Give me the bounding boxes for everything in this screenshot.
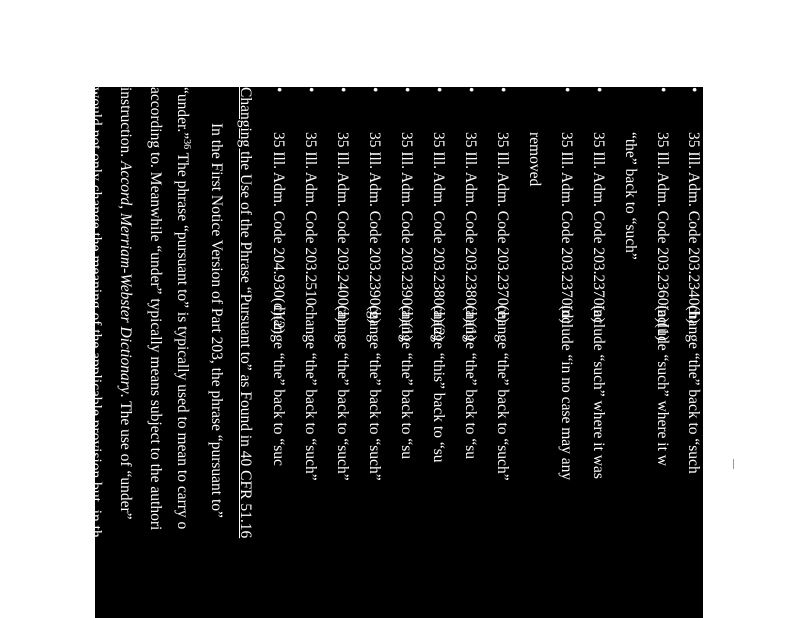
bullet-symbol: • (462, 87, 479, 93)
paragraph-text: The phrase “pursuant to” is typically used to mean to carry o (173, 149, 191, 530)
regulation-citation: 35 Ill. Adm. Code 203.2380(a)(1) (462, 132, 479, 341)
bullet-symbol: • (398, 87, 415, 93)
paragraph-text: instruction. (117, 87, 134, 162)
regulation-citation: 35 Ill. Adm. Code 203.2360(a)(1) (654, 132, 671, 341)
change-description: change “the” back to “suc (270, 305, 287, 466)
bullet-symbol: • (366, 87, 383, 93)
change-description: change “the” back to “such” (366, 305, 383, 481)
regulation-citation: 35 Ill. Adm. Code 203.2370(e) (494, 132, 511, 323)
regulation-citation: 35 Ill. Adm. Code 203.2400(a) (334, 132, 351, 323)
bullet-symbol: • (685, 87, 702, 93)
paragraph-line-5 (85, 87, 105, 538)
regulation-citation: 35 Ill. Adm. Code 204.930(d)(2) (270, 132, 287, 334)
footnote-marker: 36 (181, 139, 192, 150)
change-description: include “such” where it was (590, 305, 607, 479)
paragraph-text: would not only change the meaning of the applicable provision but, in th (87, 87, 104, 538)
bullet-symbol: • (430, 87, 447, 93)
dictionary-title: Merriam-Webster Dictionary (117, 213, 134, 394)
regulation-citation: 35 Ill. Adm. Code 203.2390(a)(1) (398, 132, 415, 341)
regulation-citation: 35 Ill. Adm. Code 203.2370(a) (590, 132, 607, 323)
paragraph-text: In the First Notice Version of Part 203, the phrase “pursuant to” (208, 123, 225, 518)
bullet-symbol: • (302, 87, 319, 93)
change-description: change “the” back to “such” (494, 305, 511, 481)
change-description: change “the” back to “su (462, 305, 479, 460)
paragraph-text: , (117, 205, 134, 213)
section-heading: Changing the Use of the Phrase “Pursuant to” as Found in 40 CFR 51.16 (237, 87, 254, 539)
continuation-text: removed (526, 132, 543, 187)
paragraph-line-4 (115, 87, 135, 520)
regulation-citation: 35 Ill. Adm. Code 203.2370(d) (558, 132, 575, 324)
regulation-citation: 35 Ill. Adm. Code 203.2510 (302, 132, 319, 306)
change-description: change “the” back to “such” (334, 305, 351, 481)
bullet-symbol: • (270, 87, 287, 93)
paragraph-text: . The use of “under” (117, 393, 134, 520)
change-description: change “the” back to “such” (302, 305, 319, 481)
change-description: change “the” back to “such (685, 305, 702, 474)
change-description: change “this” back to “su (430, 305, 447, 463)
bullet-symbol: • (334, 87, 351, 93)
change-description: change “the” back to “su (398, 305, 415, 460)
bullet-symbol: • (590, 87, 607, 93)
citation-signal: Accord (117, 161, 134, 206)
paragraph-line-1 (206, 123, 226, 518)
paragraph-text: “under.” (173, 87, 191, 140)
regulation-citation: 35 Ill. Adm. Code 203.2390(g) (366, 132, 383, 324)
scanned-page (87, 87, 703, 618)
continuation-text: “the” back to “such” (622, 132, 639, 260)
bullet-symbol: • (494, 87, 511, 93)
change-description: include “such” where it w (654, 305, 671, 466)
regulation-citation: 35 Ill. Adm. Code 203.2380(a)(2) (430, 132, 447, 341)
paragraph-line-2 (172, 87, 196, 529)
bullet-symbol: • (558, 87, 575, 93)
rotated-document-content (87, 87, 703, 618)
regulation-citation: 35 Ill. Adm. Code 203.2340(h) (685, 132, 702, 324)
change-description: include “in no case may any (558, 305, 575, 481)
stray-mark (733, 459, 734, 469)
paragraph-line-3 (145, 87, 165, 530)
bullet-symbol: • (654, 87, 671, 93)
paragraph-text: according to. Meanwhile “under” typically means subject to the authori (147, 87, 164, 531)
